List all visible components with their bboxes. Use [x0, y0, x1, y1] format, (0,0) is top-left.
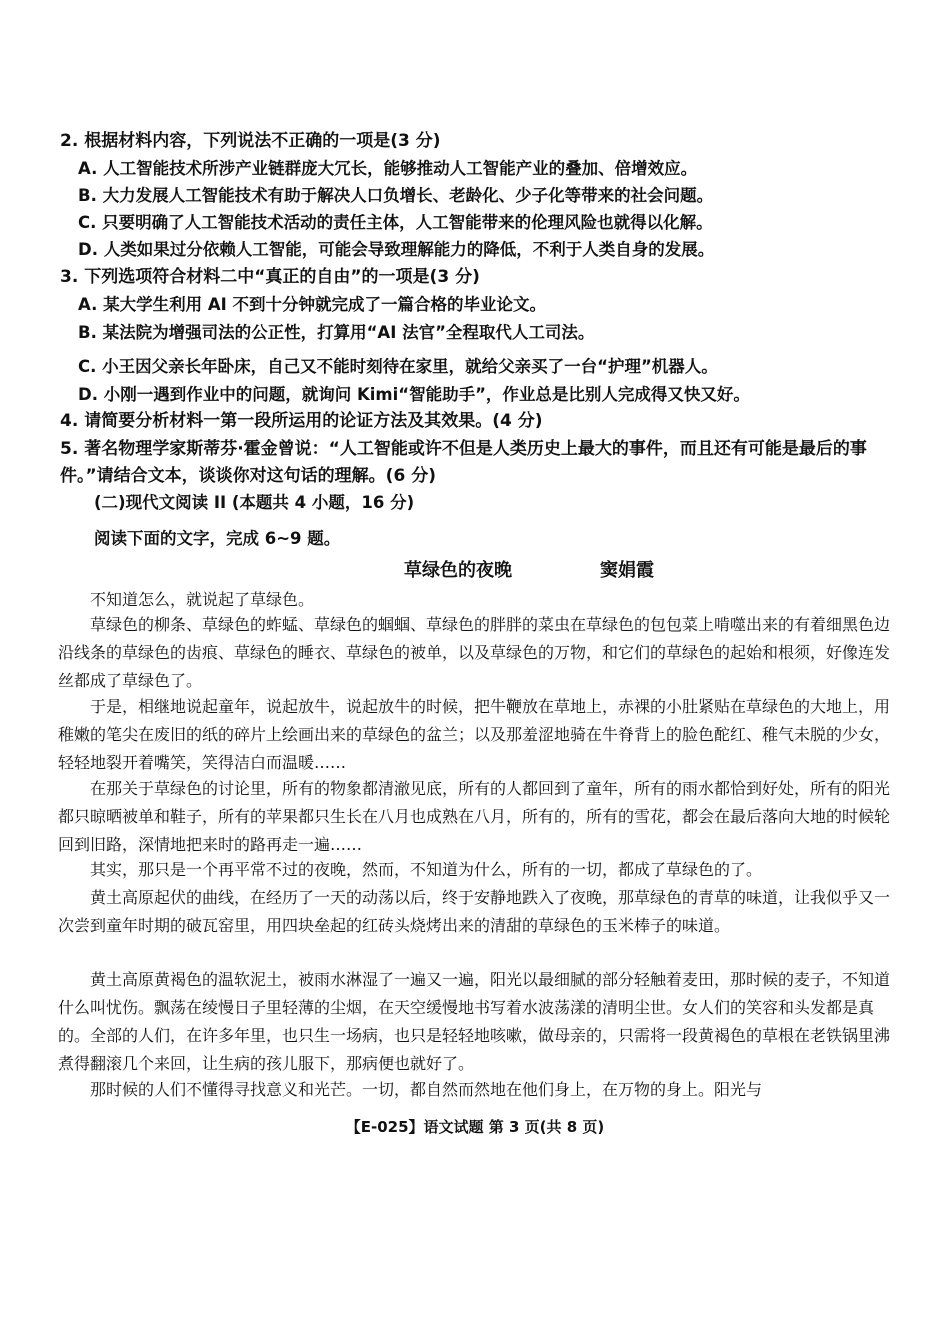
article-paragraph: 黄土高原黄褐色的温软泥土，被雨水淋湿了一遍又一遍，阳光以最细腻的部分轻触着麦田，那时候的麦子，不知道什么叫忧伤。飘荡在绫慢日子里轻薄的尘烟，在天空缓慢地书写着水波荡漾的清明尘世。女人们的笑容和头发都是真的。全部的人们，在许多年里，也只生一场病，也只是轻轻地咳嗽，做母亲的，只需将一段黄褐色的草根在老铁锅里沸煮得翻滚几个来回，让生病的孩儿服下，那病便也就好了。: [58, 970, 891, 1073]
article-paragraph: 于是，相继地说起童年，说起放牛，说起放牛的时候，把牛鞭放在草地上，赤裸的小肚紧贴在草绿色的大地上，用稚嫩的笔尖在废旧的纸的碎片上绘画出来的草绿色的盆兰；以及那羞涩地骑在牛脊背上的脸色酡红、稚气未脱的少女，轻轻地裂开着嘴笑，笑得洁白而温暖……: [58, 697, 891, 772]
question-2-stem: 2. 根据材料内容，下列说法不正确的一项是(3 分): [60, 131, 441, 151]
article-paragraph: 不知道怎么，就说起了草绿色。: [90, 590, 315, 609]
question-3-stem: 3. 下列选项符合材料二中“真正的自由”的一项是(3 分): [60, 267, 480, 287]
question-3-option-c: C. 小王因父亲长年卧床，自己又不能时刻待在家里，就给父亲买了一台“护理”机器人。: [78, 357, 718, 376]
question-2-option-b: B. 大力发展人工智能技术有助于解决人口负增长、老龄化、少子化等带来的社会问题。: [78, 186, 714, 205]
article-paragraph: 黄土高原起伏的曲线，在经历了一天的动荡以后，终于安静地跌入了夜晚，那草绿色的青草的味道，让我似乎又一次尝到童年时期的破瓦窑里，用四块垒起的红砖头烧烤出来的清甜的草绿色的玉米棒子的味道。: [58, 888, 891, 935]
question-5: 5. 著名物理学家斯蒂芬·霍金曾说：“人工智能或许不但是人类历史上最大的事件，而且还有可能是最后的事件。”请结合文本，谈谈你对这句话的理解。(6 分): [60, 439, 867, 486]
section-heading: (二)现代文阅读 II (本题共 4 小题，16 分): [94, 493, 415, 512]
article-paragraph: 其实，那只是一个再平常不过的夜晚，然而，不知道为什么，所有的一切，都成了草绿色的了。: [90, 860, 763, 879]
article-author: 窦娟霞: [600, 560, 654, 581]
question-3-option-b: B. 某法院为增强司法的公正性，打算用“AI 法官”全程取代人工司法。: [78, 323, 595, 342]
article-paragraph: 草绿色的柳条、草绿色的蚱蜢、草绿色的蝈蝈、草绿色的胖胖的菜虫在草绿色的包包菜上啃噬出来的有着细黑色边沿线条的草绿色的齿痕、草绿色的睡衣、草绿色的被单，以及草绿色的万物，和它们的草绿色的起始和根须，好像连发丝都成了草绿色了。: [58, 615, 891, 690]
article-paragraph: 在那关于草绿色的讨论里，所有的物象都清澈见底，所有的人都回到了童年，所有的雨水都恰到好处，所有的阳光都只晾晒被单和鞋子，所有的苹果都只生长在八月也成熟在八月，所有的，所有的雪花，都会在最后落向大地的时候轮回到旧路，深情地把来时的路再走一遍……: [58, 779, 891, 854]
reading-instruction: 阅读下面的文字，完成 6~9 题。: [94, 529, 341, 548]
question-3-option-d: D. 小刚一遇到作业中的问题，就询问 Kimi“智能助手”，作业总是比别人完成得又快又好。: [78, 385, 750, 404]
question-3-option-a: A. 某大学生利用 AI 不到十分钟就完成了一篇合格的毕业论文。: [78, 295, 546, 314]
page-footer: 【E-025】语文试题 第 3 页(共 8 页): [345, 1118, 605, 1136]
article-title: 草绿色的夜晚: [404, 560, 512, 581]
question-2-option-c: C. 只要明确了人工智能技术活动的责任主体，人工智能带来的伦理风险也就得以化解。: [78, 213, 713, 232]
question-2-option-d: D. 人类如果过分依赖人工智能，可能会导致理解能力的降低，不利于人类自身的发展。: [78, 240, 715, 259]
question-4: 4. 请简要分析材料一第一段所运用的论证方法及其效果。(4 分): [60, 411, 543, 431]
question-2-option-a: A. 人工智能技术所涉产业链群庞大冗长，能够推动人工智能产业的叠加、倍增效应。: [78, 159, 698, 178]
article-paragraph: 那时候的人们不懂得寻找意义和光芒。一切，都自然而然地在他们身上，在万物的身上。阳光与: [90, 1080, 763, 1099]
